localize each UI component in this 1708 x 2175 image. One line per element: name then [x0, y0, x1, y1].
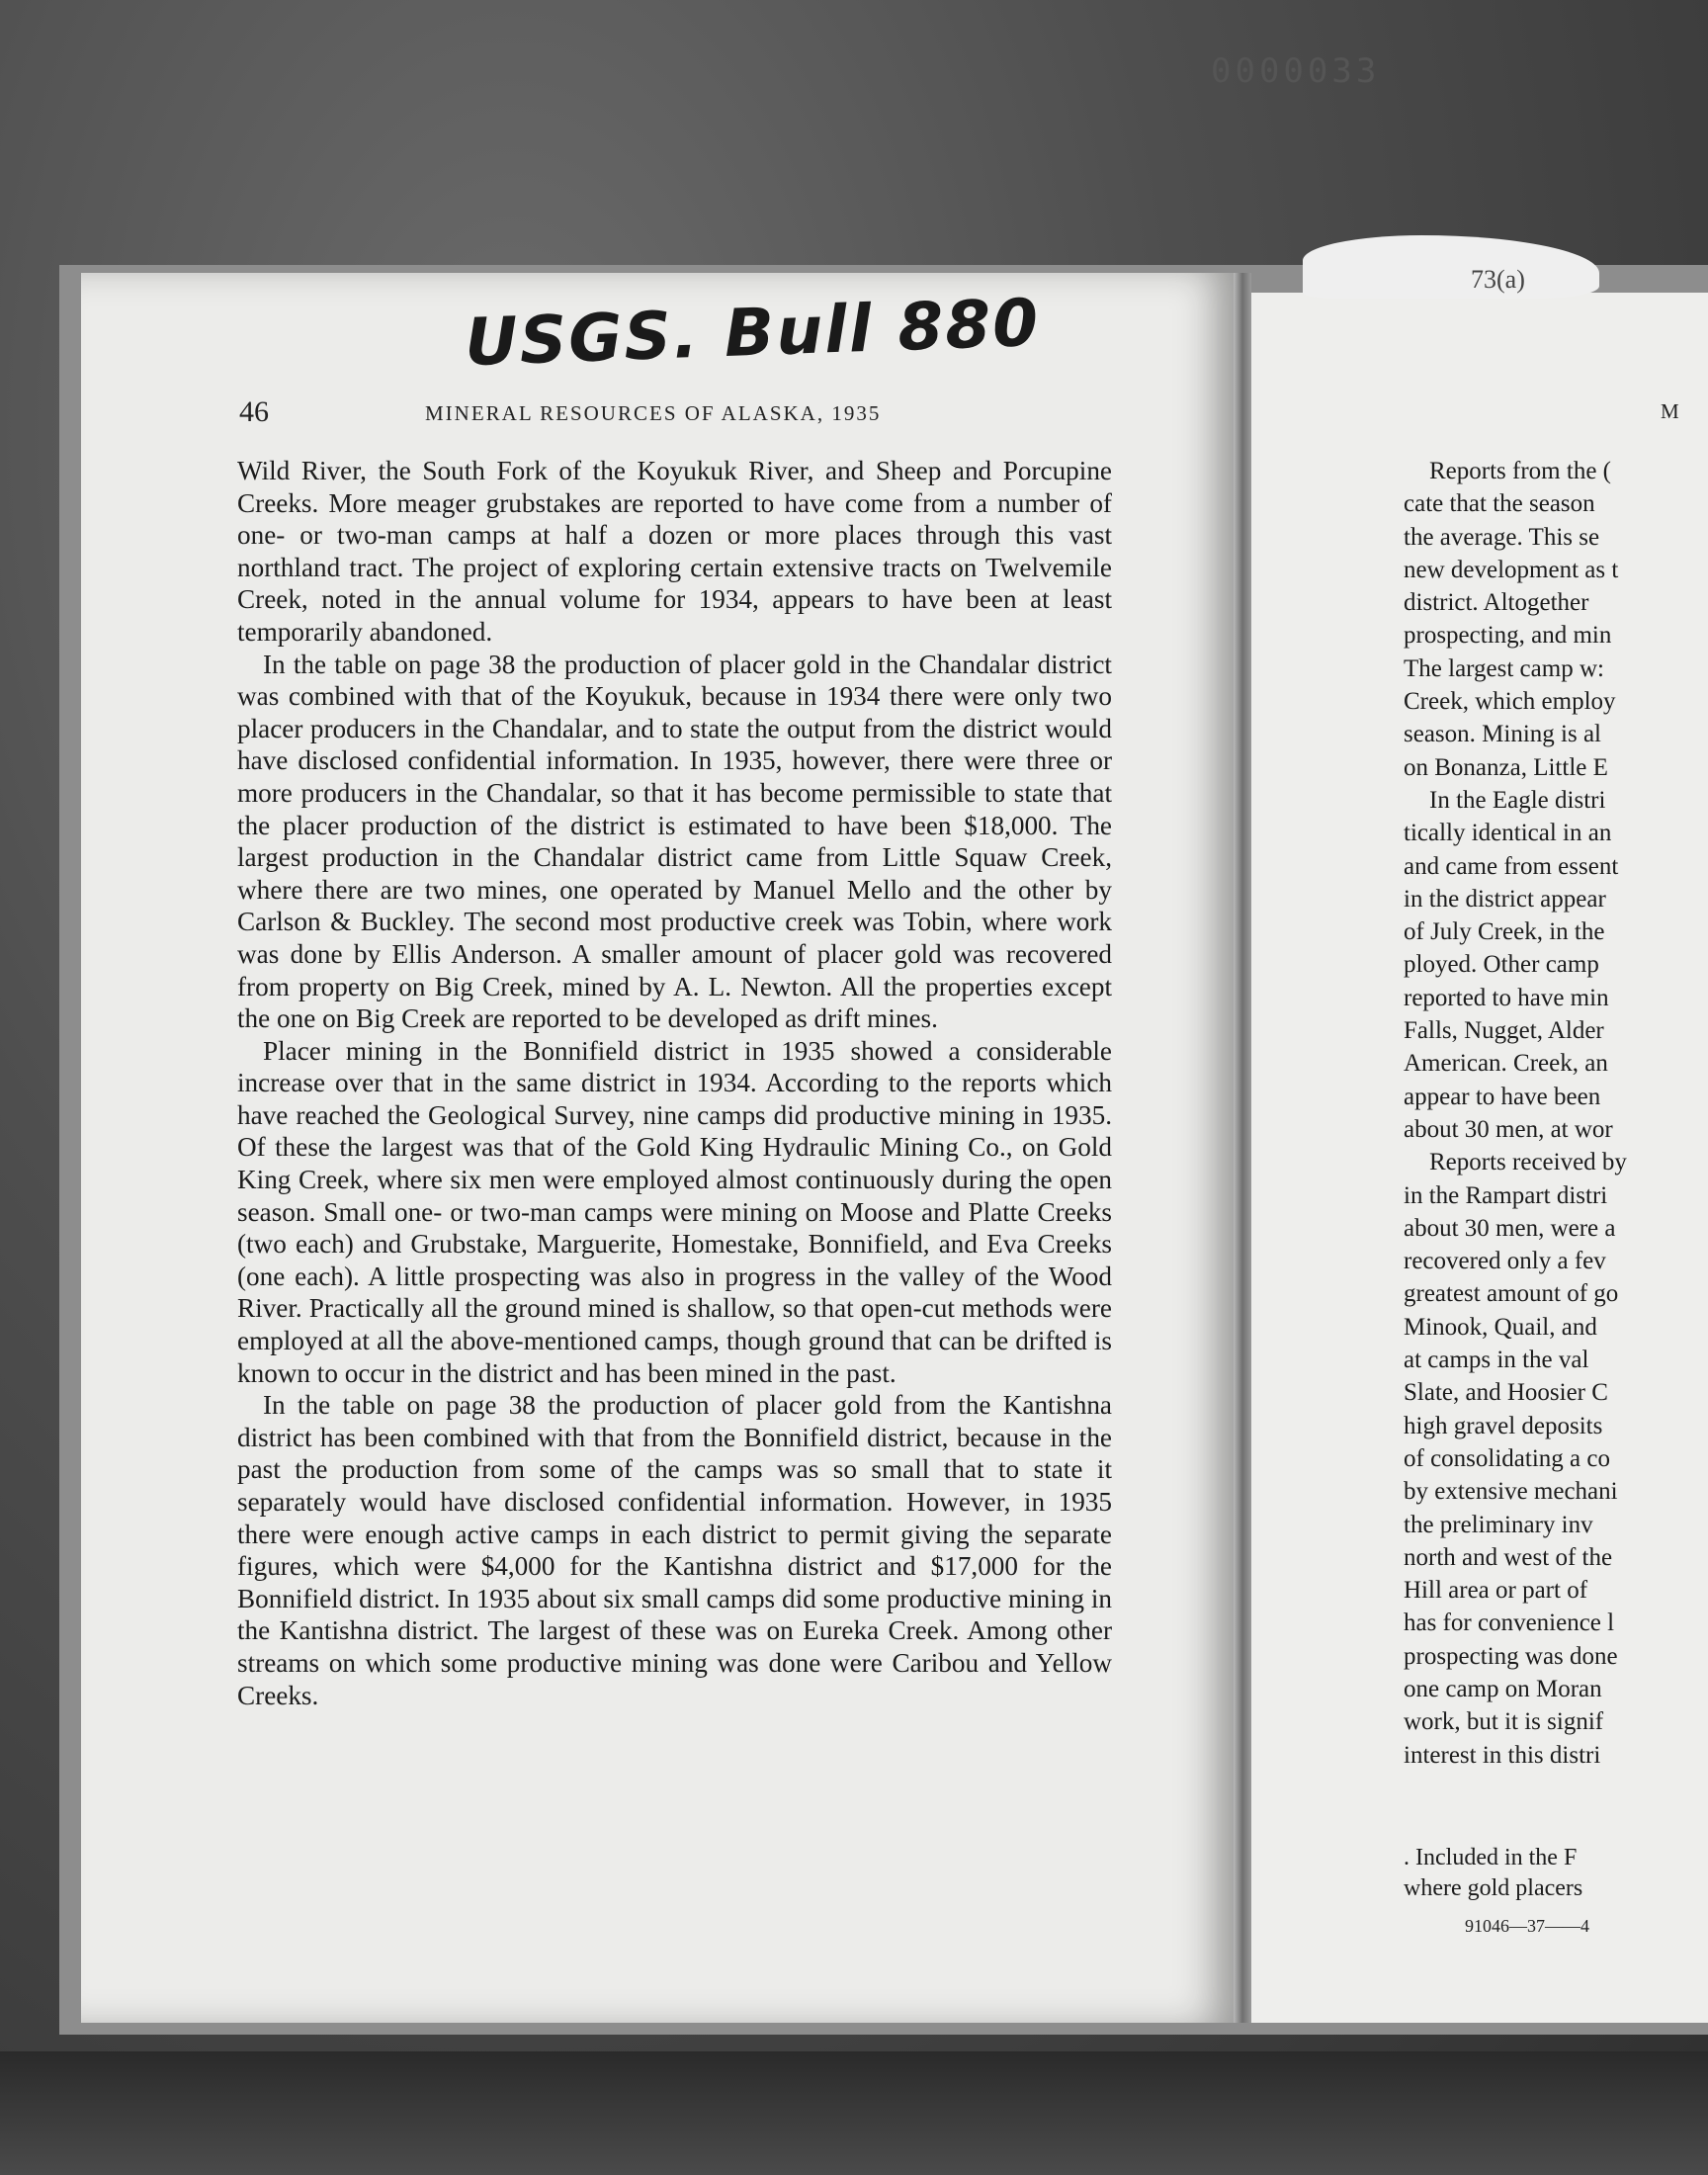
right-page-line: season. Mining is al	[1404, 721, 1601, 748]
right-page-line: prospecting was done	[1404, 1642, 1618, 1670]
right-page-line: appear to have been	[1404, 1083, 1601, 1110]
right-page-line: by extensive mechani	[1404, 1478, 1618, 1506]
footnote-line: . Included in the F	[1404, 1845, 1578, 1870]
paragraph-3: Placer mining in the Bonnifield district in 1935 showed a considerable increase over that in the same district in 1934. According to the reports which have reached the Geological Survey, nine camps did productive mining in 1935. Of these the largest was that of the Gold King Hydraulic Mining Co., on Gold King Creek, where six men were employed almost continuously during the open season. Small one- or two-man camps were mining on Moose and Platte Creeks (two each) and Grubstake, Marguerite, Homestake, Bonnifield, and Eva Creeks (one each). A little prospecting was also in progress in the valley of the Wood River. Practically all the ground mined is shallow, so that open-cut methods were employed at all the above-mentioned camps, though ground that can be drifted is known to occur in the district and has been mined in the past.	[237, 1035, 1112, 1388]
right-page-line: interest in this distri	[1404, 1741, 1601, 1769]
right-page-line: In the Eagle distri	[1429, 786, 1606, 814]
scan-background-bottom	[0, 2051, 1708, 2175]
right-page-line: Minook, Quail, and	[1404, 1313, 1597, 1341]
right-page-line: one camp on Moran	[1404, 1675, 1602, 1702]
right-page-line: north and west of the	[1404, 1543, 1613, 1571]
right-page-line: of July Creek, in the	[1404, 918, 1605, 946]
right-page-line: at camps in the val	[1404, 1347, 1589, 1374]
right-page-line: on Bonanza, Little E	[1404, 753, 1608, 781]
left-page-header	[239, 395, 1109, 435]
right-page-line: Falls, Nugget, Alder	[1404, 1017, 1604, 1045]
right-page-line: recovered only a fev	[1404, 1248, 1606, 1275]
handwritten-annotation: USGS. Bull 880	[463, 284, 1042, 382]
right-page-line: the preliminary inv	[1404, 1511, 1593, 1538]
right-page-line: has for convenience l	[1404, 1610, 1615, 1637]
book-gutter	[1234, 273, 1251, 2023]
right-page-line: cate that the season	[1404, 490, 1595, 518]
right-page-line: district. Altogether	[1404, 589, 1589, 617]
right-page-line: new development as t	[1404, 556, 1619, 583]
right-page-line: the average. This se	[1404, 523, 1600, 551]
right-page-line: Creek, which employ	[1404, 688, 1616, 716]
paragraph-2: In the table on page 38 the production of placer gold in the Chandalar district was combined with that of the Koyukuk, because in 1934 there were only two placer producers in the Chandalar, and to state the output from the district would have disclosed confidential information. In 1935, however, there were three or more producers in the Chandalar, so that it has become permissible to state that the placer production of the district is estimated to have been $18,000. The largest production in the Chandalar district came from Little Squaw Creek, where there are two mines, one operated by Manuel Mello and the other by Carlson & Buckley. The second most productive creek was Tobin, where work was done by Ellis Anderson. A smaller amount of placer gold was recovered from property on Big Creek, mined by A. L. Newton. All the properties except the one on Big Creek are reported to be developed as drift mines.	[237, 649, 1112, 1034]
right-page-line: Slate, and Hoosier C	[1404, 1379, 1608, 1407]
left-page-body	[237, 455, 1112, 1711]
right-page-line: Hill area or part of	[1404, 1577, 1588, 1605]
right-page-line: of consolidating a co	[1404, 1444, 1610, 1472]
page-number: 46	[239, 395, 269, 428]
right-page-line: in the district appear	[1404, 885, 1606, 913]
right-page-running-head: M	[1661, 399, 1679, 423]
right-page-line: American. Creek, an	[1404, 1050, 1608, 1078]
right-page-line: Reports from the (	[1429, 458, 1611, 484]
right-page-line: about 30 men, at wor	[1404, 1115, 1613, 1143]
right-page-line: in the Rampart distri	[1404, 1181, 1608, 1209]
right-page-footnote	[1404, 1843, 1708, 1904]
right-page-line: high gravel deposits	[1404, 1412, 1603, 1439]
archive-stamp-number: 0000033	[1211, 51, 1381, 91]
right-page-line: prospecting, and min	[1404, 622, 1612, 650]
right-page-line: about 30 men, were a	[1404, 1214, 1616, 1242]
right-page-line: tically identical in an	[1404, 820, 1612, 847]
right-page-line: greatest amount of go	[1404, 1280, 1619, 1308]
right-page-line: work, but it is signif	[1404, 1708, 1604, 1736]
paragraph-1: Wild River, the South Fork of the Koyukuk River, and Sheep and Porcupine Creeks. More meager grubstakes are reported to have come from a number of one- or two-man camps at half a dozen or more places through this vast northland tract. The project of exploring certain extensive tracts on Twelvemile Creek, noted in the annual volume for 1934, appears to have been at least temporarily abandoned.	[237, 456, 1112, 647]
right-page-line: reported to have min	[1404, 984, 1609, 1011]
right-page-line: and came from essent	[1404, 852, 1619, 880]
footnote-line: where gold placers	[1404, 1875, 1583, 1901]
running-head: MINERAL RESOURCES OF ALASKA, 1935	[425, 401, 882, 425]
print-code: 91046—37——4	[1465, 1916, 1589, 1936]
right-page-line: Reports received by	[1429, 1149, 1627, 1176]
right-page-body	[1404, 455, 1708, 1772]
right-page-top-mark: 73(a)	[1471, 265, 1525, 294]
right-page-line: ployed. Other camp	[1404, 951, 1599, 979]
right-page-line: The largest camp w:	[1404, 654, 1604, 682]
paragraph-4: In the table on page 38 the production of placer gold from the Kantishna district has been combined with that from the Bonnifield district, because in the past the production from some of the camps was so small that to state it separately would have disclosed confidential information. However, in 1935 there were enough active camps in each district to permit giving the separate figures, which were $4,000 for the Kantishna district and $17,000 for the Bonnifield district. In 1935 about six small camps did some productive mining in the Kantishna district. The largest of these was on Eureka Creek. Among other streams on which some productive mining was done were Caribou and Yellow Creeks.	[237, 1390, 1112, 1710]
